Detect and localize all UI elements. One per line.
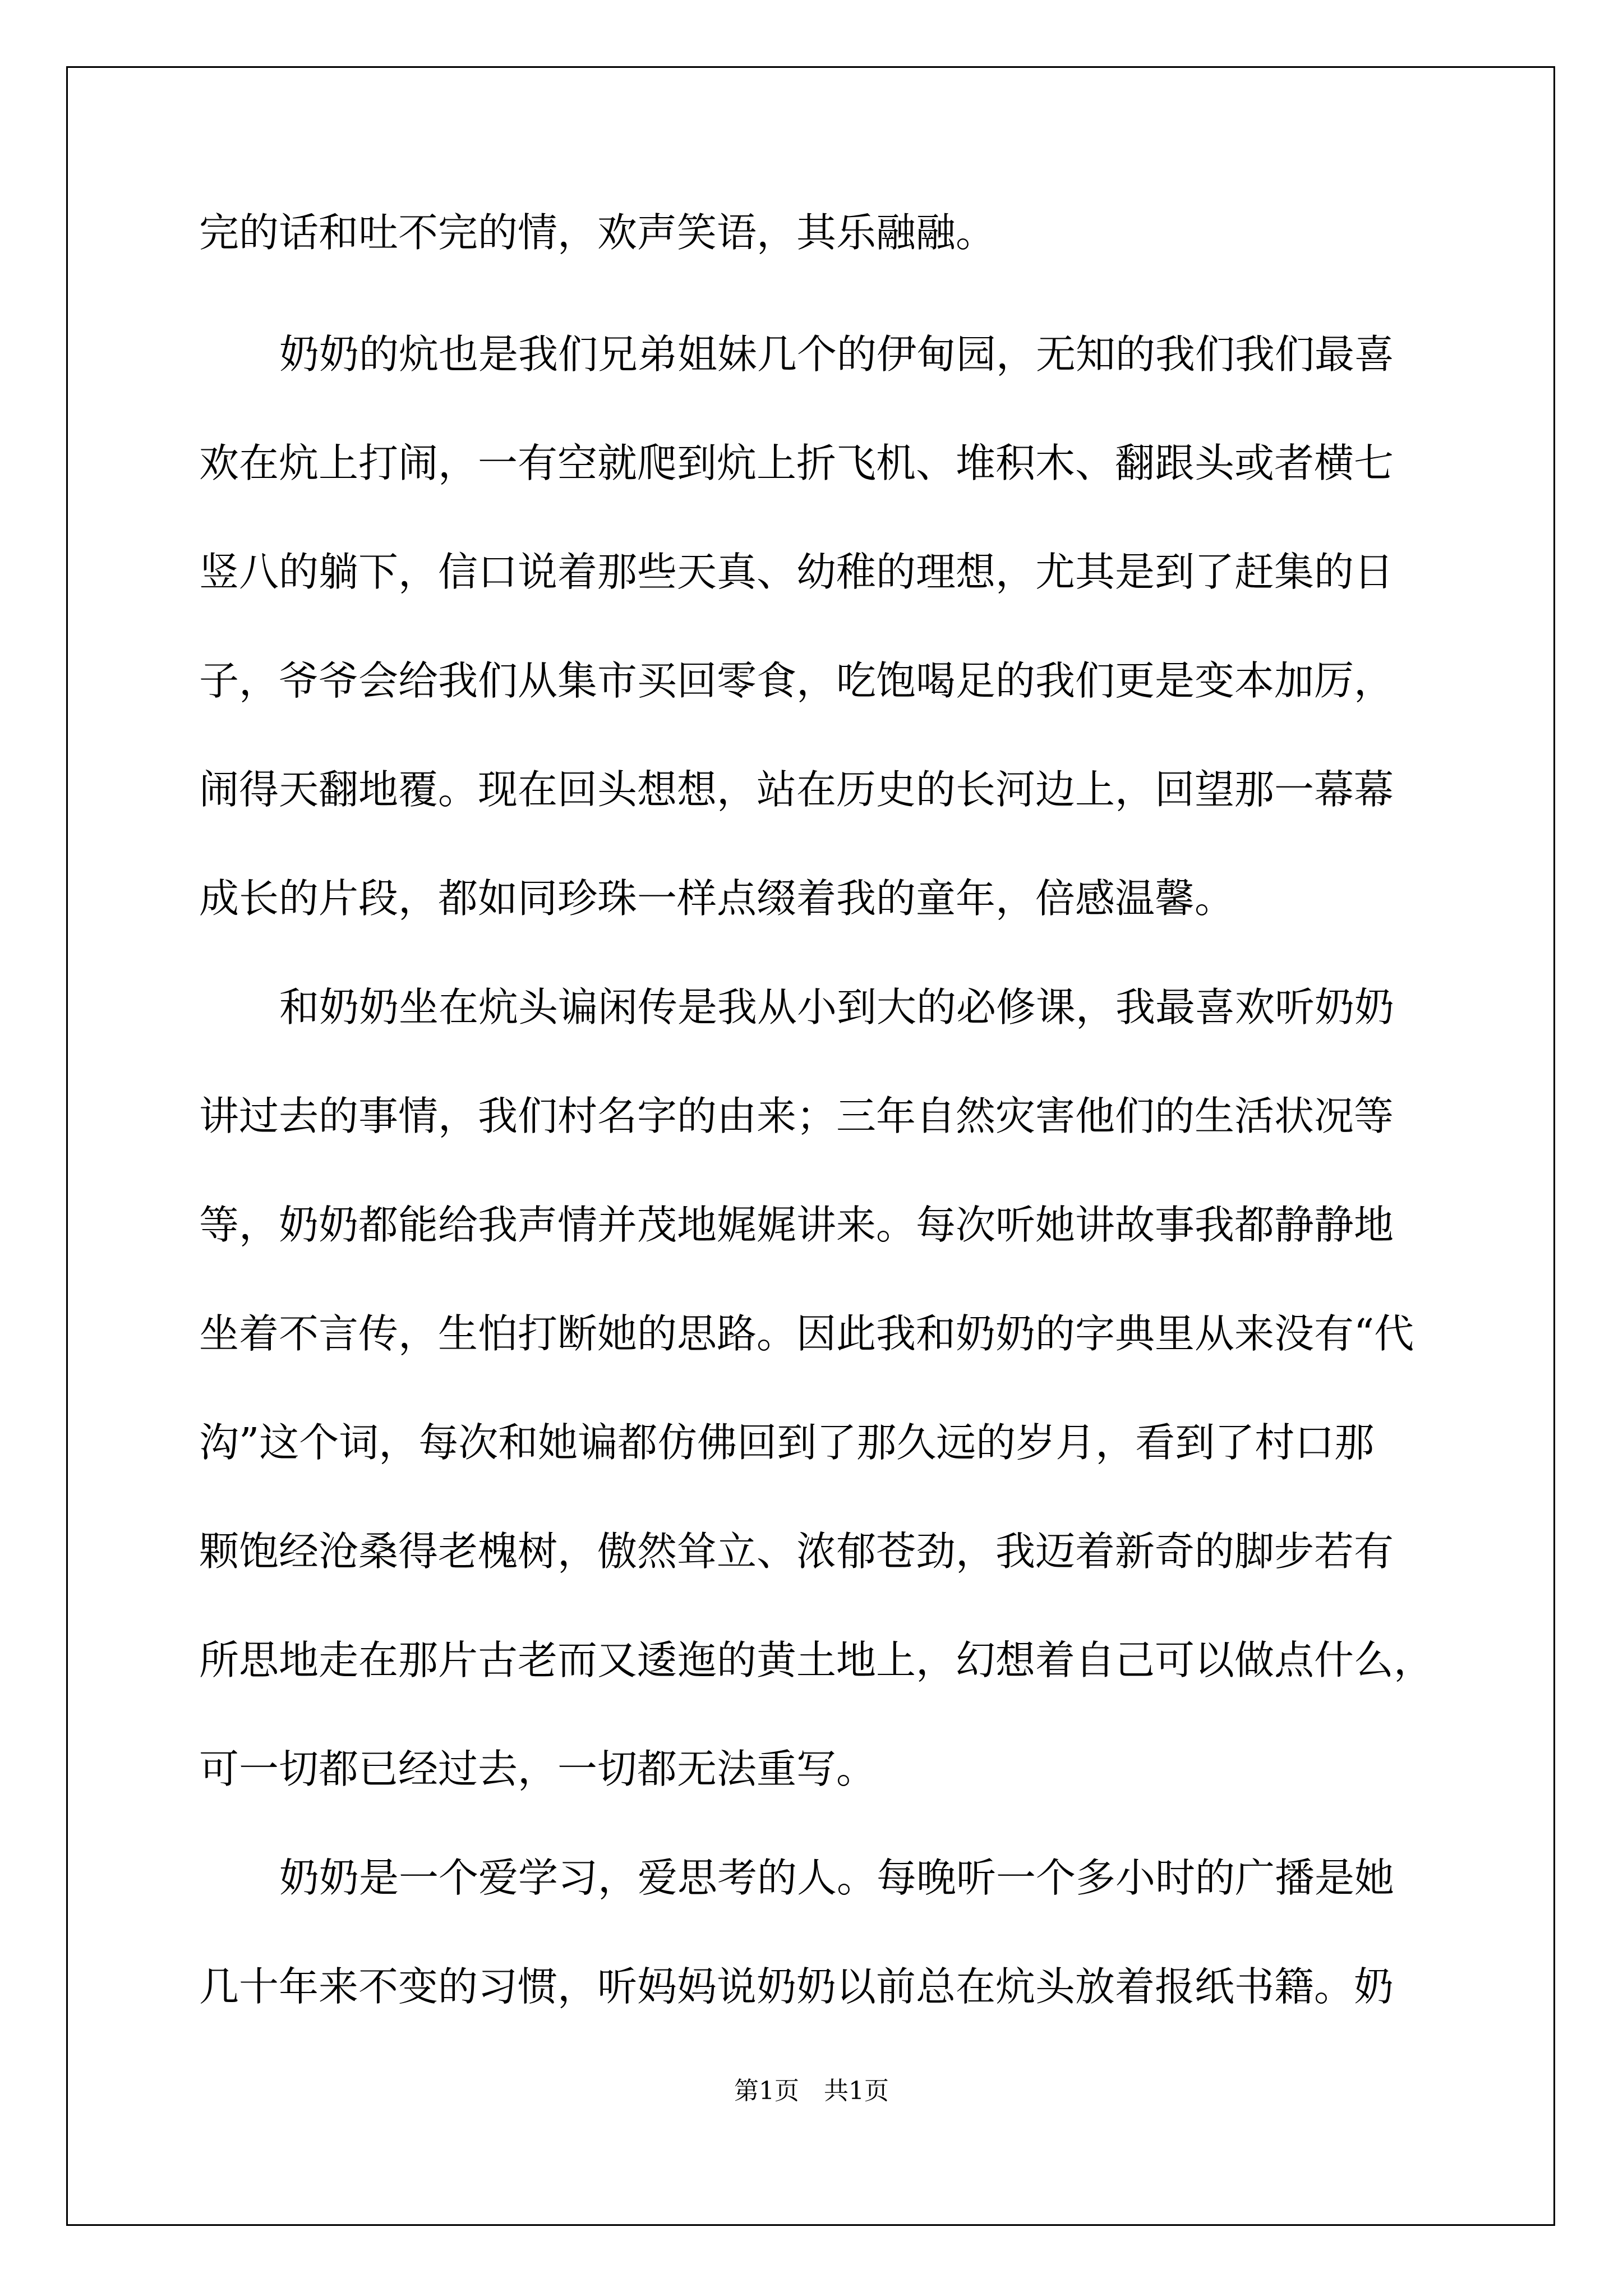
paragraph-start-line: 和奶奶坐在炕头谝闲传是我从小到大的必修课，我最喜欢听奶奶 [279, 984, 1395, 1030]
paragraph-start-line: 奶奶是一个爱学习，爱思考的人。每晚听一个多小时的广播是她 [279, 1855, 1395, 1901]
page-footer [0, 2074, 1623, 2108]
text-line: 讲过去的事情，我们村名字的由来；三年自然灾害他们的生活状况等 [199, 1093, 1394, 1139]
paragraph-start-line: 奶奶的炕也是我们兄弟姐妹几个的伊甸园，无知的我们我们最喜 [279, 331, 1395, 378]
text-line: 所思地走在那片古老而又逶迤的黄土地上，幻想着自己可以做点什么， [199, 1637, 1434, 1683]
text-line: 沟”这个词，每次和她谝都仿佛回到了那久远的岁月，看到了村口那 [199, 1419, 1375, 1466]
text-line: 完的话和吐不完的情，欢声笑语，其乐融融。 [199, 209, 996, 256]
text-line: 闹得天翻地覆。现在回头想想，站在历史的长河边上，回望那一幕幕 [199, 766, 1394, 813]
text-line: 可一切都已经过去，一切都无法重写。 [199, 1746, 877, 1792]
text-line: 坐着不言传，生怕打断她的思路。因此我和奶奶的字典里从来没有“代 [199, 1310, 1414, 1357]
text-line: 颗饱经沧桑得老槐树，傲然耸立、浓郁苍劲，我迈着新奇的脚步若有 [199, 1528, 1394, 1575]
page-total: 共1页 [824, 2077, 889, 2105]
text-line: 竖八的躺下，信口说着那些天真、幼稚的理想，尤其是到了赶集的日 [199, 549, 1394, 595]
text-line: 等，奶奶都能给我声情并茂地娓娓讲来。每次听她讲故事我都静静地 [199, 1202, 1394, 1248]
text-line: 子，爷爷会给我们从集市买回零食，吃饱喝足的我们更是变本加厉， [199, 657, 1394, 704]
text-line: 成长的片段，都如同珍珠一样点缀着我的童年，倍感温馨。 [199, 875, 1235, 922]
text-line: 几十年来不变的习惯，听妈妈说奶奶以前总在炕头放着报纸书籍。奶 [199, 1963, 1394, 2010]
page-number: 第1页 [734, 2077, 799, 2105]
text-line: 欢在炕上打闹，一有空就爬到炕上折飞机、堆积木、翻跟头或者横七 [199, 440, 1394, 486]
